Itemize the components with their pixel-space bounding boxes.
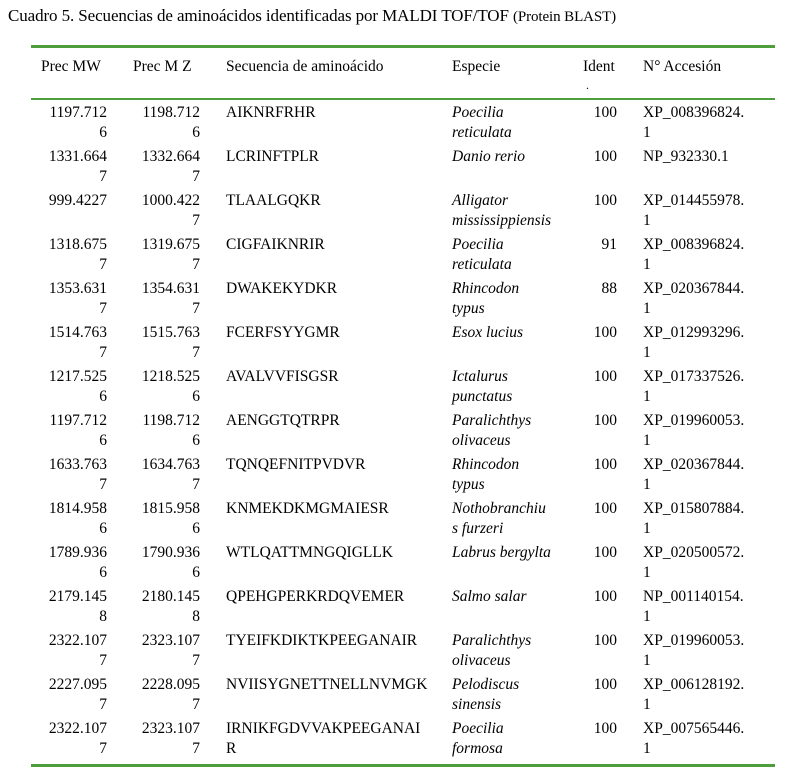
cell-prec-mw-line: 2227.095 — [48, 676, 107, 693]
cell-sequence — [226, 455, 451, 475]
cell-ident: 100 — [593, 412, 617, 429]
cell-accession-line: 1 — [643, 696, 651, 713]
cell-ident: 100 — [593, 500, 617, 517]
table-row — [31, 675, 775, 719]
cell-species-line: olivaceus — [452, 652, 511, 669]
cell-accession — [643, 323, 775, 363]
cell-sequence-line: WTLQATTMNGQIGLLK — [226, 544, 394, 561]
cell-prec-mz — [124, 367, 200, 407]
cell-accession — [643, 235, 775, 275]
cell-sequence-line: IRNIKFGDVVAKPEEGANAI — [226, 720, 421, 737]
cell-prec-mz-line: 7 — [192, 300, 200, 317]
caption-suffix: (Protein BLAST) — [513, 9, 617, 25]
cell-prec-mw-line: 1514.763 — [48, 324, 107, 341]
cell-prec-mw-line: 7 — [99, 476, 107, 493]
cell-prec-mw — [31, 323, 107, 363]
header-accession: N° Accesión — [643, 58, 722, 75]
cell-ident: 100 — [593, 324, 617, 341]
cell-prec-mz — [124, 587, 200, 627]
cell-accession-line: 1 — [643, 740, 651, 757]
cell-prec-mw-line: 2179.145 — [48, 588, 107, 605]
cell-species-line: Alligator — [452, 192, 508, 209]
cell-prec-mw-line: 7 — [99, 344, 107, 361]
header-ident: Ident — [583, 58, 615, 75]
cell-sequence-line: FCERFSYYGMR — [226, 324, 340, 341]
cell-prec-mz-line: 6 — [192, 564, 200, 581]
cell-accession-line: XP_020367844. — [643, 280, 745, 297]
cell-prec-mw-line: 2322.107 — [48, 720, 107, 737]
cell-accession — [643, 191, 775, 231]
amino-acid-table — [31, 45, 775, 767]
cell-accession-line: NP_932330.1 — [643, 148, 729, 165]
cell-accession-line: NP_001140154. — [643, 588, 744, 605]
table-row — [31, 631, 775, 675]
cell-prec-mz-line: 1198.712 — [142, 412, 200, 429]
cell-prec-mz-line: 8 — [192, 608, 200, 625]
cell-species — [452, 587, 572, 607]
cell-prec-mw-line: 1814.958 — [48, 500, 107, 517]
cell-species-line: Rhincodon — [452, 456, 520, 473]
cell-prec-mz-line: 7 — [192, 476, 200, 493]
cell-sequence-line: CIGFAIKNRIR — [226, 236, 325, 253]
cell-accession-line: XP_012993296. — [643, 324, 745, 341]
cell-prec-mz-line: 2180.145 — [141, 588, 200, 605]
cell-prec-mz-line: 7 — [192, 696, 200, 713]
cell-prec-mw — [31, 235, 107, 275]
cell-accession — [643, 103, 775, 143]
cell-prec-mz — [124, 455, 200, 495]
cell-prec-mw-line: 6 — [99, 432, 107, 449]
cell-sequence-line: NVIISYGNETTNELLNVMGK — [226, 676, 428, 693]
table-row — [31, 543, 775, 587]
cell-prec-mw — [31, 587, 107, 627]
cell-prec-mz-line: 7 — [192, 212, 200, 229]
cell-sequence-line: TLAALGQKR — [226, 192, 321, 209]
cell-species — [452, 191, 572, 231]
caption-main: Cuadro 5. Secuencias de aminoácidos identificadas por MALDI TOF/TOF — [8, 6, 509, 25]
cell-species — [452, 235, 572, 275]
cell-accession-line: XP_019960053. — [643, 412, 745, 429]
cell-prec-mz-line: 1332.664 — [141, 148, 200, 165]
cell-prec-mz-line: 1218.525 — [141, 368, 200, 385]
cell-accession — [643, 587, 775, 627]
cell-sequence — [226, 191, 451, 211]
table-row — [31, 103, 775, 147]
cell-accession — [643, 543, 775, 583]
cell-ident: 100 — [593, 544, 617, 561]
cell-accession — [643, 675, 775, 715]
cell-prec-mz — [124, 235, 200, 275]
cell-accession-line: 1 — [643, 520, 651, 537]
cell-species-line: Rhincodon — [452, 280, 520, 297]
cell-sequence — [226, 367, 451, 387]
cell-prec-mz — [124, 543, 200, 583]
cell-accession — [643, 499, 775, 539]
cell-prec-mz-line: 6 — [192, 124, 200, 141]
header-prec-mw: Prec MW — [41, 58, 101, 75]
cell-sequence — [226, 323, 451, 343]
cell-prec-mw-line: 6 — [99, 388, 107, 405]
cell-prec-mw — [31, 719, 107, 759]
cell-species-line: Danio rerio — [452, 148, 526, 165]
cell-species-line: olivaceus — [452, 432, 511, 449]
cell-prec-mw — [31, 455, 107, 495]
cell-sequence — [226, 103, 451, 123]
cell-species-line: Poecilia — [452, 236, 504, 253]
cell-species — [452, 631, 572, 671]
header-sequence: Secuencia de aminoácido — [226, 58, 384, 75]
cell-prec-mw-line: 6 — [99, 124, 107, 141]
cell-prec-mz — [124, 279, 200, 319]
cell-prec-mz-line: 7 — [192, 256, 200, 273]
cell-accession-line: 1 — [643, 388, 651, 405]
cell-species-line: Salmo salar — [452, 588, 527, 605]
cell-sequence — [226, 719, 451, 759]
table-row — [31, 499, 775, 543]
cell-prec-mz — [124, 631, 200, 671]
cell-species-line: Ictalurus — [452, 368, 508, 385]
cell-prec-mw-line: 1318.675 — [48, 236, 107, 253]
table-row — [31, 719, 775, 763]
cell-sequence — [226, 235, 451, 255]
cell-prec-mz — [124, 191, 200, 231]
cell-sequence — [226, 279, 451, 299]
cell-prec-mw — [31, 499, 107, 539]
cell-prec-mw — [31, 367, 107, 407]
cell-accession-line: 1 — [643, 344, 651, 361]
cell-species-line: Esox lucius — [452, 324, 524, 341]
cell-species — [452, 103, 572, 143]
table-row — [31, 279, 775, 323]
cell-accession-line: 1 — [643, 564, 651, 581]
cell-prec-mz-line: 1634.763 — [141, 456, 200, 473]
table-header-row — [31, 48, 775, 98]
cell-species-line: mississippiensis — [452, 212, 552, 229]
cell-accession — [643, 279, 775, 319]
cell-prec-mw-line: 1633.763 — [48, 456, 107, 473]
cell-prec-mw-line: 1789.936 — [48, 544, 107, 561]
cell-accession-line: XP_006128192. — [643, 676, 745, 693]
cell-accession-line: XP_015807884. — [643, 500, 745, 517]
cell-ident: 91 — [601, 236, 617, 253]
cell-species — [452, 499, 572, 539]
cell-sequence-line: AVALVVFISGSR — [226, 368, 339, 385]
table-row — [31, 147, 775, 191]
cell-ident: 88 — [601, 280, 617, 297]
cell-accession-line: XP_014455978. — [643, 192, 745, 209]
cell-accession-line: XP_020367844. — [643, 456, 745, 473]
cell-ident: 100 — [593, 148, 617, 165]
cell-prec-mz-line: 2323.107 — [141, 720, 200, 737]
cell-species — [452, 675, 572, 715]
cell-prec-mw-line: 1353.631 — [48, 280, 107, 297]
cell-ident: 100 — [593, 720, 617, 737]
cell-prec-mw-line: 1217.525 — [48, 368, 107, 385]
cell-prec-mw-line: 999.4227 — [48, 192, 107, 209]
cell-sequence — [226, 147, 451, 167]
cell-prec-mz-line: 1815.958 — [141, 500, 200, 517]
cell-species-line: Labrus bergylta — [452, 544, 551, 561]
cell-species-line: sinensis — [452, 696, 502, 713]
cell-sequence-line: KNMEKDKMGMAIESR — [226, 500, 389, 517]
cell-sequence — [226, 499, 451, 519]
cell-sequence-line: LCRINFTPLR — [226, 148, 320, 165]
cell-accession-line: XP_007565446. — [643, 720, 745, 737]
cell-species — [452, 455, 572, 495]
cell-species — [452, 147, 572, 167]
cell-prec-mw-line: 8 — [99, 608, 107, 625]
cell-ident: 100 — [593, 104, 617, 121]
cell-species-line: reticulata — [452, 256, 512, 273]
cell-sequence-line: R — [226, 740, 237, 757]
cell-sequence — [226, 675, 451, 695]
cell-sequence-line: AENGGTQTRPR — [226, 412, 340, 429]
cell-species-line: Pelodiscus — [452, 676, 520, 693]
cell-accession-line: 1 — [643, 124, 651, 141]
cell-accession — [643, 147, 775, 167]
cell-prec-mw-line: 6 — [99, 564, 107, 581]
table-bottom-rule — [31, 764, 775, 767]
cell-accession-line: XP_008396824. — [643, 236, 745, 253]
cell-sequence-line: AIKNRFRHR — [226, 104, 316, 121]
cell-species-line: Poecilia — [452, 104, 504, 121]
cell-ident: 100 — [593, 588, 617, 605]
cell-species-line: Poecilia — [452, 720, 504, 737]
cell-prec-mz-line: 6 — [192, 520, 200, 537]
cell-accession-line: 1 — [643, 608, 651, 625]
cell-prec-mw — [31, 147, 107, 187]
cell-sequence — [226, 587, 451, 607]
cell-species-line: typus — [452, 300, 485, 317]
cell-accession-line: XP_017337526. — [643, 368, 745, 385]
table-body — [31, 100, 775, 763]
cell-accession — [643, 631, 775, 671]
cell-sequence-line: DWAKEKYDKR — [226, 280, 338, 297]
cell-accession-line: XP_008396824. — [643, 104, 745, 121]
cell-species-line: typus — [452, 476, 485, 493]
cell-prec-mw-line: 7 — [99, 696, 107, 713]
cell-prec-mw-line: 2322.107 — [48, 632, 107, 649]
cell-prec-mw — [31, 279, 107, 319]
cell-prec-mw-line: 7 — [99, 256, 107, 273]
cell-prec-mw — [31, 631, 107, 671]
cell-accession — [643, 367, 775, 407]
cell-prec-mz-line: 1354.631 — [141, 280, 200, 297]
cell-prec-mz — [124, 675, 200, 715]
cell-accession — [643, 455, 775, 495]
cell-accession — [643, 411, 775, 451]
cell-species — [452, 543, 572, 563]
cell-accession-line: 1 — [643, 652, 651, 669]
cell-prec-mz — [124, 411, 200, 451]
cell-prec-mz — [124, 323, 200, 363]
cell-prec-mz — [124, 147, 200, 187]
cell-prec-mz-line: 2323.107 — [141, 632, 200, 649]
cell-ident: 100 — [593, 192, 617, 209]
cell-accession-line: 1 — [643, 300, 651, 317]
cell-prec-mz-line: 1000.422 — [141, 192, 200, 209]
cell-prec-mw — [31, 543, 107, 583]
table-row — [31, 367, 775, 411]
table-row — [31, 455, 775, 499]
header-species: Especie — [452, 58, 501, 75]
cell-prec-mz-line: 1198.712 — [142, 104, 200, 121]
cell-accession-line: 1 — [643, 212, 651, 229]
cell-prec-mz-line: 7 — [192, 344, 200, 361]
cell-accession-line: XP_019960053. — [643, 632, 745, 649]
table-row — [31, 411, 775, 455]
cell-accession-line: XP_020500572. — [643, 544, 745, 561]
cell-species — [452, 367, 572, 407]
cell-species — [452, 323, 572, 343]
cell-sequence-line: TYEIFKDIKTKPEEGANAIR — [226, 632, 418, 649]
cell-prec-mz-line: 7 — [192, 168, 200, 185]
cell-species-line: formosa — [452, 740, 503, 757]
cell-prec-mz-line: 7 — [192, 740, 200, 757]
cell-prec-mz — [124, 719, 200, 759]
cell-prec-mw-line: 1331.664 — [48, 148, 107, 165]
cell-prec-mw — [31, 103, 107, 143]
cell-sequence — [226, 411, 451, 431]
cell-species — [452, 719, 572, 759]
cell-prec-mw-line: 1197.712 — [49, 412, 107, 429]
cell-prec-mw-line: 6 — [99, 520, 107, 537]
cell-accession-line: 1 — [643, 256, 651, 273]
cell-prec-mz-line: 6 — [192, 432, 200, 449]
cell-prec-mz-line: 1319.675 — [141, 236, 200, 253]
cell-prec-mw — [31, 191, 107, 211]
cell-accession — [643, 719, 775, 759]
cell-sequence-line: QPEHGPERKRDQVEMER — [226, 588, 405, 605]
cell-sequence-line: TQNQEFNITPVDVR — [226, 456, 366, 473]
cell-species-line: Nothobranchiu — [452, 500, 546, 517]
table-row — [31, 191, 775, 235]
cell-prec-mw-line: 1197.712 — [49, 104, 107, 121]
cell-prec-mw — [31, 411, 107, 451]
header-prec-mz: Prec M Z — [133, 58, 192, 75]
cell-prec-mz-line: 1790.936 — [141, 544, 200, 561]
cell-species — [452, 411, 572, 451]
cell-sequence — [226, 543, 451, 563]
cell-prec-mw-line: 7 — [99, 652, 107, 669]
cell-species-line: Paralichthys — [452, 412, 532, 429]
cell-ident: 100 — [593, 456, 617, 473]
cell-ident: 100 — [593, 632, 617, 649]
cell-species — [452, 279, 572, 319]
cell-prec-mz — [124, 499, 200, 539]
cell-prec-mw-line: 7 — [99, 168, 107, 185]
cell-prec-mw-line: 7 — [99, 740, 107, 757]
table-caption — [8, 6, 616, 26]
table-row — [31, 235, 775, 279]
cell-accession-line: 1 — [643, 432, 651, 449]
cell-ident: 100 — [593, 368, 617, 385]
cell-prec-mw — [31, 675, 107, 715]
cell-prec-mz-line: 6 — [192, 388, 200, 405]
cell-prec-mz-line: 1515.763 — [141, 324, 200, 341]
table-row — [31, 323, 775, 367]
cell-prec-mz-line: 2228.095 — [141, 676, 200, 693]
cell-prec-mz — [124, 103, 200, 143]
cell-species-line: punctatus — [452, 388, 513, 405]
cell-species-line: reticulata — [452, 124, 512, 141]
cell-prec-mz-line: 7 — [192, 652, 200, 669]
header-ident-dot: . — [586, 78, 589, 92]
cell-species-line: Paralichthys — [452, 632, 532, 649]
cell-sequence — [226, 631, 451, 651]
table-row — [31, 587, 775, 631]
cell-ident: 100 — [593, 676, 617, 693]
cell-accession-line: 1 — [643, 476, 651, 493]
cell-species-line: s furzeri — [452, 520, 504, 537]
cell-prec-mw-line: 7 — [99, 300, 107, 317]
